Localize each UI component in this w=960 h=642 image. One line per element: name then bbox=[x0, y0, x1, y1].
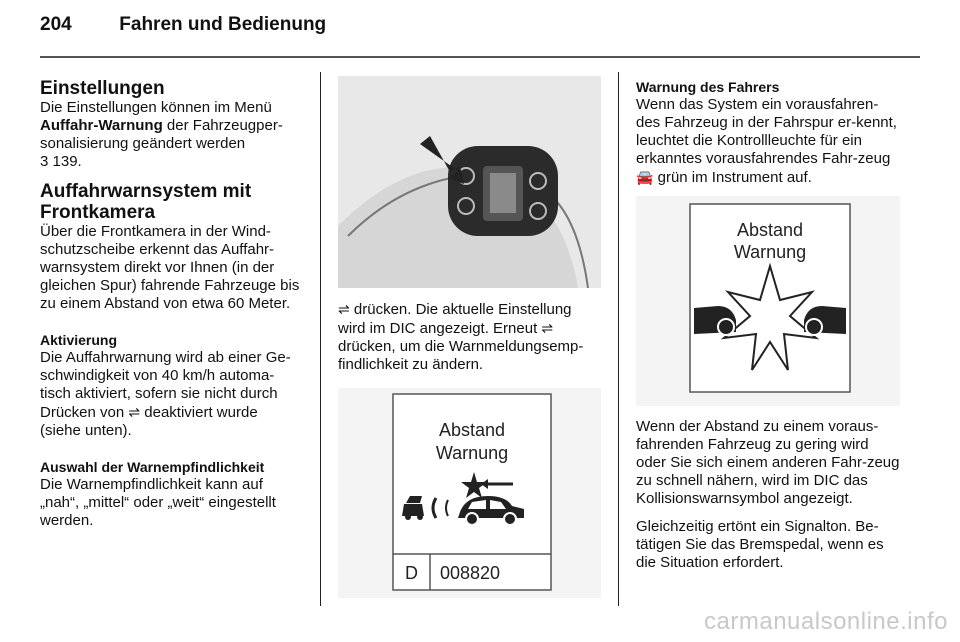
column-2 bbox=[338, 300, 600, 384]
watermark: carmanualsonline.info bbox=[704, 608, 948, 635]
display-code-value: 008820 bbox=[440, 563, 501, 583]
right-car-icon bbox=[804, 306, 846, 335]
page-reference: 3 139. bbox=[40, 153, 82, 170]
heading-driver-warning: Warnung des Fahrers bbox=[636, 79, 780, 95]
text: Die Einstellungen können im Menü bbox=[40, 99, 272, 116]
column-divider bbox=[320, 72, 321, 606]
text: grün im Instrument auf. bbox=[653, 169, 812, 186]
display-code-letter: D bbox=[405, 563, 418, 583]
paragraph-settings bbox=[40, 99, 302, 171]
heading-sensitivity: Auswahl der Warnempfindlichkeit bbox=[40, 459, 265, 475]
text: Wenn das System ein vorausfahren-des Fahrzeug in der Fahrspur er-kennt, leuchtet die Kontrollleuchte für ein erkanntes vorausfahrendes Fahr-zeug bbox=[636, 96, 897, 167]
text: Die Auffahrwarnung wird ab einer Ge-schwindigkeit von 40 km/h automa-tisch aktiviert, sofern sie nicht durch Drücken von bbox=[40, 349, 291, 421]
paragraph-system: Über die Frontkamera in der Wind-schutzscheibe erkennt das Auffahr-warnsystem direkt vor Ihnen (in der gleichen Spur) fahrende Fahrzeuge bis zu einem Abstand von etwa 60 Meter. bbox=[40, 223, 300, 312]
collision-display-image bbox=[636, 196, 900, 406]
column-1 bbox=[40, 78, 302, 540]
distance-button-icon: ⇌ bbox=[128, 404, 141, 420]
display-line-2: Warnung bbox=[733, 242, 807, 262]
text: drücken. Die aktuelle Einstellung wird im DIC angezeigt. Erneut bbox=[338, 301, 572, 337]
text: deaktiviert wurde (siehe unten). bbox=[40, 404, 258, 439]
display-line-1: Abstand bbox=[736, 220, 804, 240]
column-3 bbox=[636, 78, 902, 197]
heading-system: Auffahrwarnsystem mit Frontkamera bbox=[40, 181, 252, 223]
paragraph-activation bbox=[40, 349, 302, 440]
page-title: Fahren und Bedienung bbox=[119, 14, 327, 35]
display-line-2: Warnung bbox=[435, 443, 509, 463]
paragraph-driver-warning bbox=[636, 96, 902, 187]
heading-activation: Aktivierung bbox=[40, 332, 118, 348]
text: drücken, um die Warnmeldungsemp-findlichkeit zu ändern. bbox=[338, 338, 584, 373]
text: der Fahrzeugper-sonalisierung geändert werden bbox=[40, 117, 283, 152]
heading-settings: Einstellungen bbox=[40, 78, 165, 99]
display-line-1: Abstand bbox=[438, 420, 506, 440]
header-rule bbox=[40, 56, 920, 58]
dic-display-image bbox=[338, 388, 601, 598]
paragraph-sensitivity: Die Warnempfindlichkeit kann auf „nah“, „mittel“ oder „weit“ eingestellt werden. bbox=[40, 476, 276, 529]
column-divider bbox=[618, 72, 619, 606]
paragraph-press bbox=[338, 300, 600, 374]
distance-button-icon: ⇌ bbox=[338, 301, 350, 317]
page-number: 204 bbox=[40, 14, 72, 35]
menu-name: Auffahr-Warnung bbox=[40, 117, 163, 134]
left-car-icon bbox=[694, 306, 736, 335]
column-3-lower bbox=[636, 418, 902, 582]
paragraph-distance: Wenn der Abstand zu einem voraus-fahrenden Fahrzeug zu gering wird oder Sie sich einem anderen Fahr-zeug zu schnell nähern, wird im DIC das Kollisionswarnsymbol angezeigt. bbox=[636, 418, 900, 507]
page-header bbox=[40, 14, 326, 36]
distance-button-icon: ⇌ bbox=[541, 320, 554, 336]
vehicle-ahead-icon: 🚘 bbox=[636, 169, 654, 185]
steering-wheel-image bbox=[338, 76, 601, 288]
paragraph-signal: Gleichzeitig ertönt ein Signalton. Be-tätigen Sie das Bremspedal, wenn es die Situation erfordert. bbox=[636, 518, 884, 571]
